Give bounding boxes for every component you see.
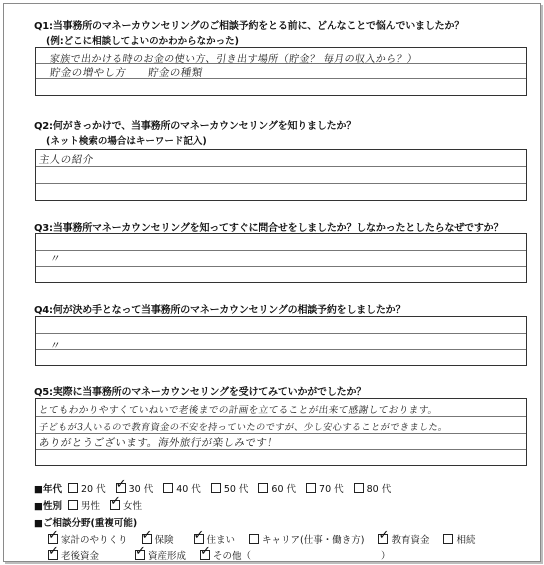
q3-question: Q3:当事務所マネーカウンセリングを知ってすぐに問合せをしましたか？しなかったとしたらなぜですか？ <box>34 223 504 234</box>
q2-answer-box <box>35 149 527 201</box>
q1-answer-line-1: 家族で出かける時のお金の使い方、引き出す場所（貯金？ 毎月の収入から？） <box>48 54 419 65</box>
gender-row <box>34 498 152 512</box>
age-option-30[interactable]: ✓ 30 代 <box>116 481 154 495</box>
q5-answer-box <box>35 398 527 466</box>
age-label: ■年代 <box>34 484 62 495</box>
age-option-50[interactable]: 50 代 <box>211 481 249 495</box>
gender-option-male[interactable]: 男性 <box>68 498 100 512</box>
gender-option-female[interactable]: ✓ 女性 <box>110 498 142 512</box>
field-other-close: ） <box>381 551 391 562</box>
age-option-70[interactable]: 70 代 <box>306 481 344 495</box>
field-insurance[interactable]: ✓ 保険 <box>142 532 174 546</box>
age-option-20[interactable]: 20 代 <box>68 481 106 495</box>
age-option-60[interactable]: 60 代 <box>258 481 296 495</box>
field-education[interactable]: ✓ 教育資金 <box>378 532 429 546</box>
q1-answer-box <box>35 47 527 96</box>
q2-hint: (ネット検索の場合はキーワード記入) <box>46 136 207 147</box>
gender-label: ■性別 <box>34 501 62 512</box>
q4-question: Q4:何が決め手となって当事務所のマネーカウンセリングの相談予約をしましたか？ <box>34 305 406 316</box>
fields-row-1 <box>48 532 476 546</box>
q1-question: Q1:当事務所のマネーカウンセリングのご相談予約をとる前に、どんなことで悩んでいましたか？ <box>34 21 465 32</box>
q5-answer-line-2: 子どもが3人いるので教育資金の不安を持っていたのですが、少し安心することができました。 <box>38 422 449 433</box>
q3-answer-box <box>35 233 527 283</box>
age-row <box>34 481 401 495</box>
q3-answer-line-1: 〃 <box>49 253 62 265</box>
q5-answer-line-3: ありがとうございます。海外旅行が楽しみです！ <box>38 437 279 449</box>
q5-answer-line-1: とてもわかりやすくていねいで老後までの計画を立てることが出来て感謝しております。 <box>38 405 439 416</box>
survey-sheet <box>3 3 541 562</box>
q2-question: Q2:何がきっかけで、当事務所のマネーカウンセリングを知りましたか？ <box>34 121 357 132</box>
q2-answer-line-1: 主人の紹介 <box>38 154 95 166</box>
q4-answer-line-1: 〃 <box>49 340 62 352</box>
field-retirement[interactable]: ✓ 老後資金 <box>48 548 99 562</box>
field-housing[interactable]: ✓ 住まい <box>194 532 236 546</box>
fields-row-2 <box>48 548 391 562</box>
field-household[interactable]: ✓ 家計のやりくり <box>48 532 128 546</box>
age-option-40[interactable]: 40 代 <box>163 481 201 495</box>
q4-answer-box <box>35 316 527 366</box>
field-career[interactable]: キャリア(仕事・働き方) <box>249 532 364 546</box>
age-option-80[interactable]: 80 代 <box>354 481 392 495</box>
q1-answer-line-2: 貯金の増やし方 貯金の種類 <box>49 67 204 79</box>
fields-label: ■ご相談分野(重複可能) <box>34 518 138 529</box>
q5-question: Q5:実際に当事務所のマネーカウンセリングを受けてみていかがでしたか？ <box>34 387 367 398</box>
field-asset-building[interactable]: ✓ 資産形成 <box>135 548 186 562</box>
field-inheritance[interactable]: 相続 <box>443 532 475 546</box>
field-other[interactable]: ✓ その他（ <box>200 548 251 562</box>
q1-hint: (例:どこに相談してよいのかわからなかった) <box>46 36 239 47</box>
